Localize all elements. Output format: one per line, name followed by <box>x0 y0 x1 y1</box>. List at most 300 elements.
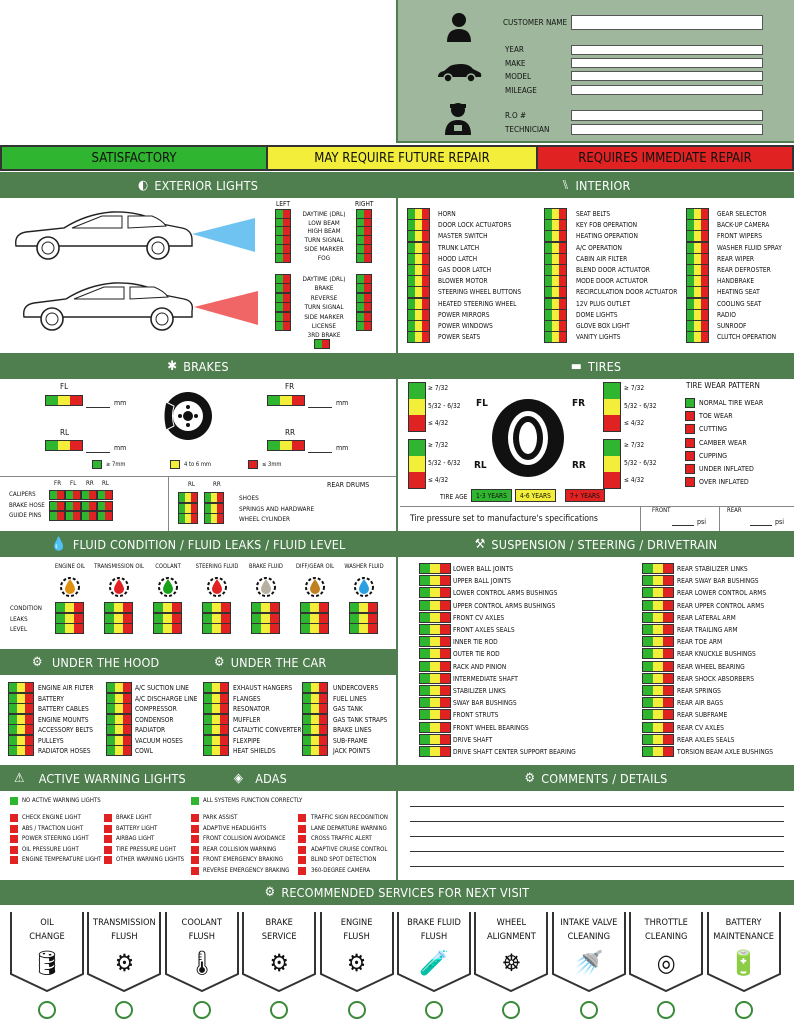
status-red[interactable] <box>422 243 429 253</box>
pass-fail-boxes[interactable] <box>276 284 290 292</box>
status-yellow[interactable] <box>552 310 559 320</box>
status-green[interactable] <box>9 704 17 713</box>
pass-fail-boxes[interactable] <box>357 322 371 330</box>
warning-checkbox[interactable] <box>298 835 306 843</box>
status-red[interactable] <box>701 209 708 219</box>
pass-fail-boxes[interactable] <box>82 491 96 499</box>
status-yellow[interactable] <box>115 704 123 713</box>
status-yellow[interactable] <box>653 564 663 573</box>
status-red[interactable] <box>663 747 673 756</box>
fluid-status[interactable] <box>301 624 328 633</box>
pass-fail-boxes[interactable] <box>98 502 112 510</box>
status-yellow[interactable] <box>552 276 559 286</box>
status-yellow[interactable] <box>653 613 663 622</box>
status-green[interactable] <box>420 698 430 707</box>
status-yellow[interactable] <box>653 723 663 732</box>
status-red[interactable] <box>74 614 83 623</box>
status-yellow[interactable] <box>694 231 701 241</box>
tire-age-box[interactable]: 7+ YEARS <box>565 489 605 502</box>
status-green[interactable] <box>107 736 115 745</box>
status-green[interactable] <box>420 674 430 683</box>
status-yellow[interactable] <box>58 441 70 450</box>
status-red[interactable] <box>559 209 566 219</box>
status-green[interactable] <box>604 383 620 399</box>
status-boxes[interactable] <box>643 674 673 683</box>
status-red[interactable] <box>364 210 371 218</box>
status-yellow[interactable] <box>430 601 440 610</box>
status-yellow[interactable] <box>65 624 74 633</box>
service-card[interactable] <box>165 912 239 992</box>
status-red[interactable] <box>270 624 279 633</box>
status-yellow[interactable] <box>552 287 559 297</box>
status-green[interactable] <box>687 220 694 230</box>
status-yellow[interactable] <box>65 614 74 623</box>
status-yellow[interactable] <box>552 243 559 253</box>
status-red[interactable] <box>364 303 371 311</box>
status-green[interactable] <box>204 715 212 724</box>
status-green[interactable] <box>408 321 415 331</box>
status-red[interactable] <box>701 287 708 297</box>
status-yellow[interactable] <box>409 399 425 415</box>
status-boxes[interactable] <box>303 704 327 713</box>
status-boxes[interactable] <box>545 265 566 275</box>
status-yellow[interactable] <box>114 624 123 633</box>
status-boxes[interactable] <box>204 736 228 745</box>
status-boxes[interactable] <box>408 243 429 253</box>
status-red[interactable] <box>559 299 566 309</box>
status-red[interactable] <box>319 704 327 713</box>
status-boxes[interactable] <box>687 231 708 241</box>
status-red[interactable] <box>283 254 290 262</box>
pass-fail-boxes[interactable] <box>276 275 290 283</box>
status-green[interactable] <box>350 603 359 612</box>
status-yellow[interactable] <box>311 694 319 703</box>
status-red[interactable] <box>409 472 425 488</box>
status-red[interactable] <box>172 614 181 623</box>
status-red[interactable] <box>701 299 708 309</box>
status-red[interactable] <box>422 254 429 264</box>
comment-line[interactable] <box>410 851 784 852</box>
status-green[interactable] <box>643 601 653 610</box>
warning-checkbox[interactable] <box>298 856 306 864</box>
status-red[interactable] <box>220 715 228 724</box>
technician-field[interactable] <box>571 124 763 135</box>
status-red[interactable] <box>57 502 64 510</box>
status-green[interactable] <box>357 254 364 262</box>
status-red[interactable] <box>440 649 450 658</box>
status-red[interactable] <box>319 694 327 703</box>
status-red[interactable] <box>283 275 290 283</box>
status-yellow[interactable] <box>415 243 422 253</box>
status-green[interactable] <box>687 276 694 286</box>
pass-fail-boxes[interactable] <box>276 245 290 253</box>
status-red[interactable] <box>701 231 708 241</box>
status-boxes[interactable] <box>643 625 673 634</box>
status-green[interactable] <box>82 491 89 499</box>
status-green[interactable] <box>276 275 283 283</box>
status-green[interactable] <box>9 694 17 703</box>
year-field[interactable] <box>571 45 763 55</box>
status-green[interactable] <box>420 576 430 585</box>
status-boxes[interactable] <box>420 601 450 610</box>
status-yellow[interactable] <box>430 747 440 756</box>
status-green[interactable] <box>204 704 212 713</box>
status-yellow[interactable] <box>115 725 123 734</box>
pass-fail-boxes[interactable] <box>357 219 371 227</box>
status-yellow[interactable] <box>310 624 319 633</box>
status-red[interactable] <box>220 683 228 692</box>
status-green[interactable] <box>315 340 322 348</box>
status-red[interactable] <box>74 624 83 633</box>
status-yellow[interactable] <box>653 649 663 658</box>
status-red[interactable] <box>123 715 131 724</box>
status-boxes[interactable] <box>545 254 566 264</box>
status-green[interactable] <box>408 231 415 241</box>
status-yellow[interactable] <box>430 674 440 683</box>
status-yellow[interactable] <box>415 220 422 230</box>
status-boxes[interactable] <box>303 736 327 745</box>
status-green[interactable] <box>545 243 552 253</box>
status-red[interactable] <box>701 332 708 342</box>
status-green[interactable] <box>409 383 425 399</box>
status-red[interactable] <box>409 415 425 431</box>
fluid-status[interactable] <box>56 614 83 623</box>
status-green[interactable] <box>545 332 552 342</box>
status-green[interactable] <box>9 683 17 692</box>
status-boxes[interactable] <box>408 332 429 342</box>
status-green[interactable] <box>303 715 311 724</box>
status-boxes[interactable] <box>545 209 566 219</box>
status-yellow[interactable] <box>261 614 270 623</box>
status-yellow[interactable] <box>430 576 440 585</box>
warning-checkbox[interactable] <box>10 825 18 833</box>
status-green[interactable] <box>9 736 17 745</box>
status-green[interactable] <box>545 299 552 309</box>
status-red[interactable] <box>319 725 327 734</box>
pass-fail-boxes[interactable] <box>276 227 290 235</box>
status-red[interactable] <box>559 220 566 230</box>
service-card[interactable] <box>10 912 84 992</box>
status-red[interactable] <box>422 321 429 331</box>
status-red[interactable] <box>440 735 450 744</box>
status-red[interactable] <box>123 725 131 734</box>
status-yellow[interactable] <box>430 723 440 732</box>
status-green[interactable] <box>107 746 115 755</box>
status-yellow[interactable] <box>114 614 123 623</box>
status-green[interactable] <box>276 303 283 311</box>
status-green[interactable] <box>276 313 283 321</box>
pass-fail-boxes[interactable] <box>66 502 80 510</box>
status-green[interactable] <box>687 310 694 320</box>
status-yellow[interactable] <box>280 396 292 405</box>
status-yellow[interactable] <box>65 603 74 612</box>
status-red[interactable] <box>25 736 33 745</box>
status-green[interactable] <box>420 649 430 658</box>
status-red[interactable] <box>74 603 83 612</box>
status-boxes[interactable] <box>687 321 708 331</box>
status-green[interactable] <box>50 502 57 510</box>
service-card[interactable] <box>87 912 161 992</box>
status-yellow[interactable] <box>694 287 701 297</box>
status-red[interactable] <box>283 227 290 235</box>
pass-fail-boxes[interactable] <box>276 313 290 321</box>
status-yellow[interactable] <box>359 614 368 623</box>
service-checkbox[interactable] <box>580 1001 598 1019</box>
warning-checkbox[interactable] <box>191 856 199 864</box>
status-green[interactable] <box>82 502 89 510</box>
status-yellow[interactable] <box>17 694 25 703</box>
status-green[interactable] <box>46 441 58 450</box>
status-red[interactable] <box>319 715 327 724</box>
no-warning-checkbox[interactable] <box>10 797 18 805</box>
status-red[interactable] <box>663 723 673 732</box>
status-green[interactable] <box>409 440 425 456</box>
status-red[interactable] <box>422 276 429 286</box>
warning-checkbox[interactable] <box>104 825 112 833</box>
status-boxes[interactable] <box>545 287 566 297</box>
status-green[interactable] <box>643 588 653 597</box>
status-boxes[interactable] <box>643 601 673 610</box>
status-yellow[interactable] <box>653 576 663 585</box>
status-green[interactable] <box>105 603 114 612</box>
status-boxes[interactable] <box>545 276 566 286</box>
status-red[interactable] <box>270 603 279 612</box>
fluid-status[interactable] <box>105 603 132 612</box>
status-red[interactable] <box>220 704 228 713</box>
status-red[interactable] <box>440 698 450 707</box>
status-yellow[interactable] <box>430 637 440 646</box>
status-red[interactable] <box>172 603 181 612</box>
fluid-status[interactable] <box>56 603 83 612</box>
status-red[interactable] <box>319 624 328 633</box>
status-red[interactable] <box>663 564 673 573</box>
status-boxes[interactable] <box>408 299 429 309</box>
status-green[interactable] <box>357 313 364 321</box>
status-boxes[interactable] <box>545 220 566 230</box>
status-green[interactable] <box>9 746 17 755</box>
status-boxes[interactable] <box>643 662 673 671</box>
status-boxes[interactable] <box>545 332 566 342</box>
status-yellow[interactable] <box>212 725 220 734</box>
pass-fail-boxes[interactable] <box>98 512 112 520</box>
status-green[interactable] <box>357 284 364 292</box>
pass-fail-boxes[interactable] <box>357 284 371 292</box>
status-yellow[interactable] <box>694 276 701 286</box>
wear-checkbox[interactable] <box>685 477 695 487</box>
status-boxes[interactable] <box>303 725 327 734</box>
status-red[interactable] <box>220 746 228 755</box>
wear-checkbox[interactable] <box>685 424 695 434</box>
status-green[interactable] <box>301 603 310 612</box>
status-red[interactable] <box>172 624 181 633</box>
status-boxes[interactable] <box>643 588 673 597</box>
third-brake-boxes[interactable] <box>315 340 329 348</box>
status-green[interactable] <box>643 686 653 695</box>
status-boxes[interactable] <box>107 715 131 724</box>
status-red[interactable] <box>25 683 33 692</box>
status-boxes[interactable] <box>687 299 708 309</box>
status-red[interactable] <box>440 625 450 634</box>
pass-fail-boxes[interactable] <box>82 502 96 510</box>
status-green[interactable] <box>204 683 212 692</box>
status-yellow[interactable] <box>430 710 440 719</box>
service-checkbox[interactable] <box>193 1001 211 1019</box>
status-boxes[interactable] <box>107 736 131 745</box>
status-red[interactable] <box>440 588 450 597</box>
status-green[interactable] <box>545 209 552 219</box>
status-red[interactable] <box>440 637 450 646</box>
status-yellow[interactable] <box>694 220 701 230</box>
status-yellow[interactable] <box>17 736 25 745</box>
fluid-status[interactable] <box>252 614 279 623</box>
status-red[interactable] <box>89 512 96 520</box>
brake-pad-gauge[interactable] <box>268 396 304 405</box>
status-red[interactable] <box>663 588 673 597</box>
status-green[interactable] <box>408 265 415 275</box>
status-green[interactable] <box>643 710 653 719</box>
drum-status[interactable] <box>179 514 197 523</box>
status-boxes[interactable] <box>643 723 673 732</box>
status-red[interactable] <box>701 276 708 286</box>
warning-checkbox[interactable] <box>191 867 199 875</box>
status-yellow[interactable] <box>653 735 663 744</box>
service-checkbox[interactable] <box>657 1001 675 1019</box>
status-yellow[interactable] <box>212 603 221 612</box>
status-green[interactable] <box>268 396 280 405</box>
status-green[interactable] <box>276 245 283 253</box>
status-yellow[interactable] <box>311 736 319 745</box>
service-checkbox[interactable] <box>425 1001 443 1019</box>
fluid-status[interactable] <box>350 624 377 633</box>
status-yellow[interactable] <box>311 704 319 713</box>
status-green[interactable] <box>303 683 311 692</box>
status-green[interactable] <box>276 236 283 244</box>
status-green[interactable] <box>420 735 430 744</box>
status-green[interactable] <box>420 588 430 597</box>
pass-fail-boxes[interactable] <box>276 210 290 218</box>
pass-fail-boxes[interactable] <box>276 254 290 262</box>
status-green[interactable] <box>252 624 261 633</box>
status-yellow[interactable] <box>58 396 70 405</box>
pass-fail-boxes[interactable] <box>66 512 80 520</box>
status-boxes[interactable] <box>408 209 429 219</box>
service-checkbox[interactable] <box>115 1001 133 1019</box>
status-red[interactable] <box>604 415 620 431</box>
status-green[interactable] <box>420 564 430 573</box>
service-card[interactable] <box>474 912 548 992</box>
status-yellow[interactable] <box>694 243 701 253</box>
status-boxes[interactable] <box>643 564 673 573</box>
status-boxes[interactable] <box>420 747 450 756</box>
status-red[interactable] <box>123 746 131 755</box>
warning-checkbox[interactable] <box>10 846 18 854</box>
status-red[interactable] <box>440 723 450 732</box>
status-green[interactable] <box>420 723 430 732</box>
status-green[interactable] <box>357 219 364 227</box>
pass-fail-boxes[interactable] <box>357 210 371 218</box>
pass-fail-boxes[interactable] <box>357 254 371 262</box>
status-yellow[interactable] <box>409 456 425 472</box>
status-yellow[interactable] <box>415 332 422 342</box>
status-yellow[interactable] <box>17 715 25 724</box>
make-field[interactable] <box>571 58 763 68</box>
pass-fail-boxes[interactable] <box>357 275 371 283</box>
status-red[interactable] <box>663 674 673 683</box>
brake-measure-line[interactable] <box>308 407 332 408</box>
warning-checkbox[interactable] <box>10 835 18 843</box>
status-boxes[interactable] <box>420 698 450 707</box>
status-boxes[interactable] <box>643 710 673 719</box>
status-yellow[interactable] <box>311 746 319 755</box>
status-boxes[interactable] <box>408 287 429 297</box>
status-green[interactable] <box>303 704 311 713</box>
status-red[interactable] <box>559 231 566 241</box>
status-yellow[interactable] <box>653 698 663 707</box>
fluid-status[interactable] <box>203 603 230 612</box>
status-boxes[interactable] <box>408 231 429 241</box>
status-green[interactable] <box>357 294 364 302</box>
status-red[interactable] <box>25 725 33 734</box>
status-boxes[interactable] <box>408 310 429 320</box>
status-yellow[interactable] <box>694 332 701 342</box>
status-boxes[interactable] <box>107 683 131 692</box>
status-yellow[interactable] <box>17 704 25 713</box>
status-green[interactable] <box>545 276 552 286</box>
status-red[interactable] <box>89 491 96 499</box>
status-red[interactable] <box>559 332 566 342</box>
service-card[interactable] <box>397 912 471 992</box>
status-red[interactable] <box>283 284 290 292</box>
pass-fail-boxes[interactable] <box>276 322 290 330</box>
status-boxes[interactable] <box>643 686 673 695</box>
status-green[interactable] <box>204 694 212 703</box>
status-yellow[interactable] <box>552 265 559 275</box>
status-red[interactable] <box>559 310 566 320</box>
status-green[interactable] <box>301 614 310 623</box>
status-red[interactable] <box>105 491 112 499</box>
status-yellow[interactable] <box>17 683 25 692</box>
pass-fail-boxes[interactable] <box>276 303 290 311</box>
status-boxes[interactable] <box>107 704 131 713</box>
warning-checkbox[interactable] <box>191 825 199 833</box>
pass-fail-boxes[interactable] <box>66 491 80 499</box>
fluid-status[interactable] <box>154 624 181 633</box>
status-boxes[interactable] <box>420 735 450 744</box>
status-red[interactable] <box>57 491 64 499</box>
status-red[interactable] <box>70 441 82 450</box>
status-green[interactable] <box>687 209 694 219</box>
status-yellow[interactable] <box>430 698 440 707</box>
status-yellow[interactable] <box>552 231 559 241</box>
status-green[interactable] <box>420 747 430 756</box>
status-yellow[interactable] <box>552 220 559 230</box>
status-green[interactable] <box>303 736 311 745</box>
status-boxes[interactable] <box>687 310 708 320</box>
status-green[interactable] <box>268 441 280 450</box>
status-red[interactable] <box>283 303 290 311</box>
status-green[interactable] <box>154 624 163 633</box>
status-yellow[interactable] <box>430 613 440 622</box>
status-red[interactable] <box>270 614 279 623</box>
status-green[interactable] <box>107 704 115 713</box>
status-green[interactable] <box>303 694 311 703</box>
comment-line[interactable] <box>410 866 784 867</box>
status-red[interactable] <box>701 243 708 253</box>
status-green[interactable] <box>303 746 311 755</box>
status-red[interactable] <box>663 625 673 634</box>
status-boxes[interactable] <box>303 715 327 724</box>
status-green[interactable] <box>204 746 212 755</box>
